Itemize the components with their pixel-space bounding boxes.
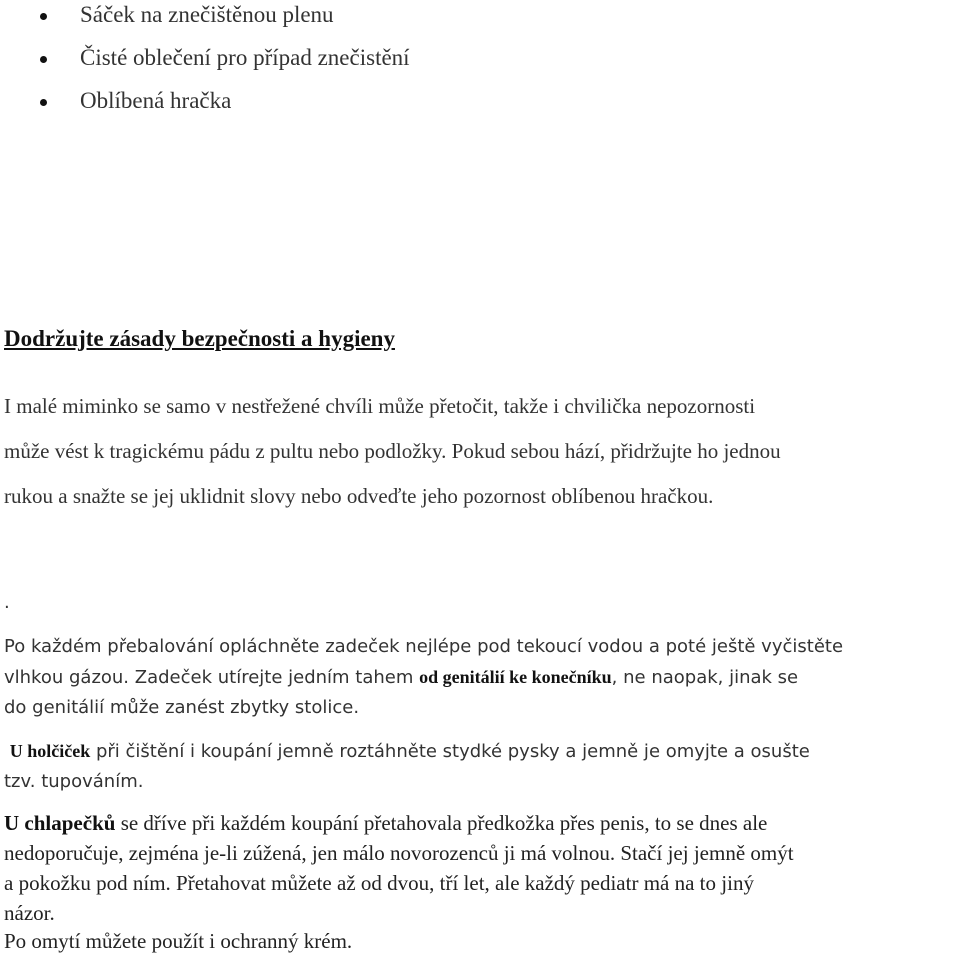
bullet-icon [40, 56, 47, 63]
boys-paragraph [4, 808, 960, 928]
list-item-text: Čisté oblečení pro případ znečistění [80, 45, 410, 70]
text-line: názor. [4, 901, 55, 925]
safety-paragraph [4, 384, 960, 519]
text-line: a pokožku pod ním. Přetahovat můžete až od dvou, tří let, ale každý pediatr má na to jiný [4, 871, 754, 895]
text-line: do genitálií může zanést zbytky stolice. [4, 697, 360, 718]
cream-paragraph: Po omytí můžete použít i ochranný krém. [4, 929, 353, 953]
cleaning-paragraph [4, 632, 960, 723]
list-item-text: Sáček na znečištěnou plenu [80, 2, 334, 27]
text-line: se dříve při každém koupání přetahovala předkožka přes penis, to se dnes ale [115, 811, 768, 835]
text-line: při čištění i koupání jemně roztáhněte stydké pysky a jemně je omyjte a osušte [90, 741, 810, 762]
text-line: I malé miminko se samo v nestřežené chvíli může přetočit, takže i chvilička nepozornosti [4, 394, 756, 418]
girls-paragraph [4, 736, 960, 797]
text-line: tzv. tupováním. [4, 771, 144, 792]
text-line: může vést k tragickému pádu z pultu nebo podložky. Pokud sebou hází, přidržujte ho jednou [4, 439, 781, 463]
text-line: vlhkou gázou. Zadeček utírejte jedním tahem [4, 667, 420, 688]
text-line: nedoporučuje, zejména je-li zúžená, jen málo novorozenců ji má volnou. Stačí jej jemně omýt [4, 841, 794, 865]
list-item-text: Oblíbená hračka [80, 88, 232, 113]
bullet-icon [40, 99, 47, 106]
separator-dot: . [4, 592, 10, 613]
emphasis-text: U holčiček [9, 741, 91, 761]
section-heading: Dodržujte zásady bezpečnosti a hygieny [4, 326, 395, 351]
emphasis-text: od genitálií ke konečníku [419, 667, 612, 687]
text-line: rukou a snažte se jej uklidnit slovy nebo odveďte jeho pozornost oblíbenou hračkou. [4, 484, 714, 508]
emphasis-text: U chlapečků [4, 811, 116, 835]
text-line: , ne naopak, jinak se [611, 667, 799, 688]
bullet-icon [40, 13, 47, 20]
text-line: Po každém přebalování opláchněte zadeček nejlépe pod tekoucí vodou a poté ještě vyčistěte [4, 636, 844, 657]
